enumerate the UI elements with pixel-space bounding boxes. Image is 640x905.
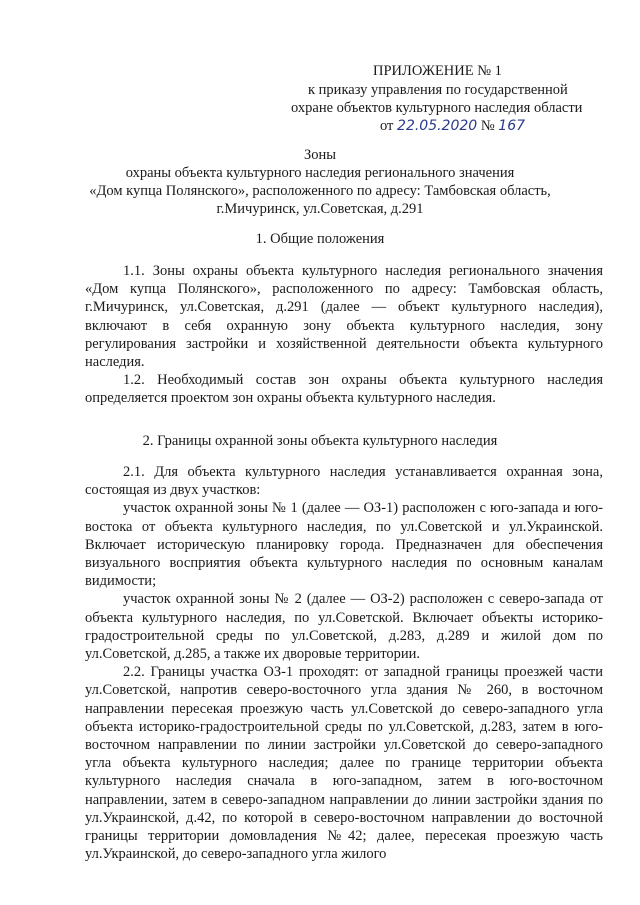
document-title-line-2: охраны объекта культурного наследия регионального значения bbox=[125, 165, 515, 181]
section-1-body bbox=[85, 262, 603, 408]
paragraph-1-2: 1.2. Необходимый состав зон охраны объекта культурного наследия определяется проектом зон охраны объекта культурного наследия. bbox=[85, 372, 603, 407]
appendix-date-line bbox=[380, 117, 525, 135]
paragraph-oz2: участок охранной зоны № 2 (далее — ОЗ-2) расположен с северо-запада от объекта культурного наследия, по ул.Советской. Включает объекты историко-градостроительной среды по ул.Советской, д.283, д.289 и жилой дом по ул.Советской, д.285, а также их дворовые территории. bbox=[85, 591, 603, 663]
paragraph-oz1: участок охранной зоны № 1 (далее — ОЗ-1) расположен с юго-запада и юго-востока от объекта культурного наследия, по ул.Советской и ул.Украинской. Включает историческую планировку города. Предназначен для обеспечения визуального восприятия объекта культурного наследия по основным каналам видимости; bbox=[85, 500, 603, 590]
appendix-title: ПРИЛОЖЕНИЕ № 1 bbox=[373, 63, 502, 79]
section-2-heading: 2. Границы охранной зоны объекта культурного наследия bbox=[142, 433, 498, 449]
appendix-line-2: охране объектов культурного наследия области bbox=[291, 100, 583, 116]
section-1-heading: 1. Общие положения bbox=[255, 231, 385, 247]
section-2-body bbox=[85, 463, 603, 863]
paragraph-2-2: 2.2. Границы участка ОЗ-1 проходят: от западной границы проезжей части ул.Советской, напротив северо-восточного угла здания № 260, в восточном направлении пересекая проезжую часть ул.Советской до северо-западного угла объекта историко-градостроительной среды по ул.Советской, д.283, затем в юго-восточном направлении по линии застройки ул.Советской до северо-западного угла объекта культурного наследия; далее по границе территории объекта культурного наследия сначала в юго-западном, затем в юго-восточном направлении, затем в северо-западном направлении до линии застройки здания по ул.Украинской, д.42, по которой в северо-восточном направлении до восточной границы территории домовладения №42; далее, пересекая проезжую часть ул.Украинской, до северо-западного угла жилого bbox=[85, 664, 603, 863]
document-title-line-4: г.Мичуринск, ул.Советская, д.291 bbox=[216, 201, 424, 217]
handwritten-number: 167 bbox=[498, 118, 526, 134]
paragraph-2-1: 2.1. Для объекта культурного наследия устанавливается охранная зона, состоящая из двух участков: bbox=[85, 464, 603, 499]
handwritten-date: 22.05.2020 bbox=[397, 118, 478, 134]
date-prefix: от bbox=[380, 118, 394, 134]
appendix-line-1: к приказу управления по государственной bbox=[308, 82, 568, 98]
document-title-line-3: «Дом купца Полянского», расположенного по адресу: Тамбовская область, bbox=[89, 183, 551, 199]
number-sign: № bbox=[480, 118, 495, 134]
document-title: Зоны bbox=[303, 147, 337, 163]
paragraph-1-1: 1.1. Зоны охраны объекта культурного наследия регионального значения «Дом купца Полянского», расположенного по адресу: Тамбовская область, г.Мичуринск, ул.Советская, д.291 (далее — объект культурного наследия), включают в себя охранную зону объекта культурного наследия, зону регулирования застройки и хозяйственной деятельности объекта культурного наследия. bbox=[85, 263, 603, 371]
